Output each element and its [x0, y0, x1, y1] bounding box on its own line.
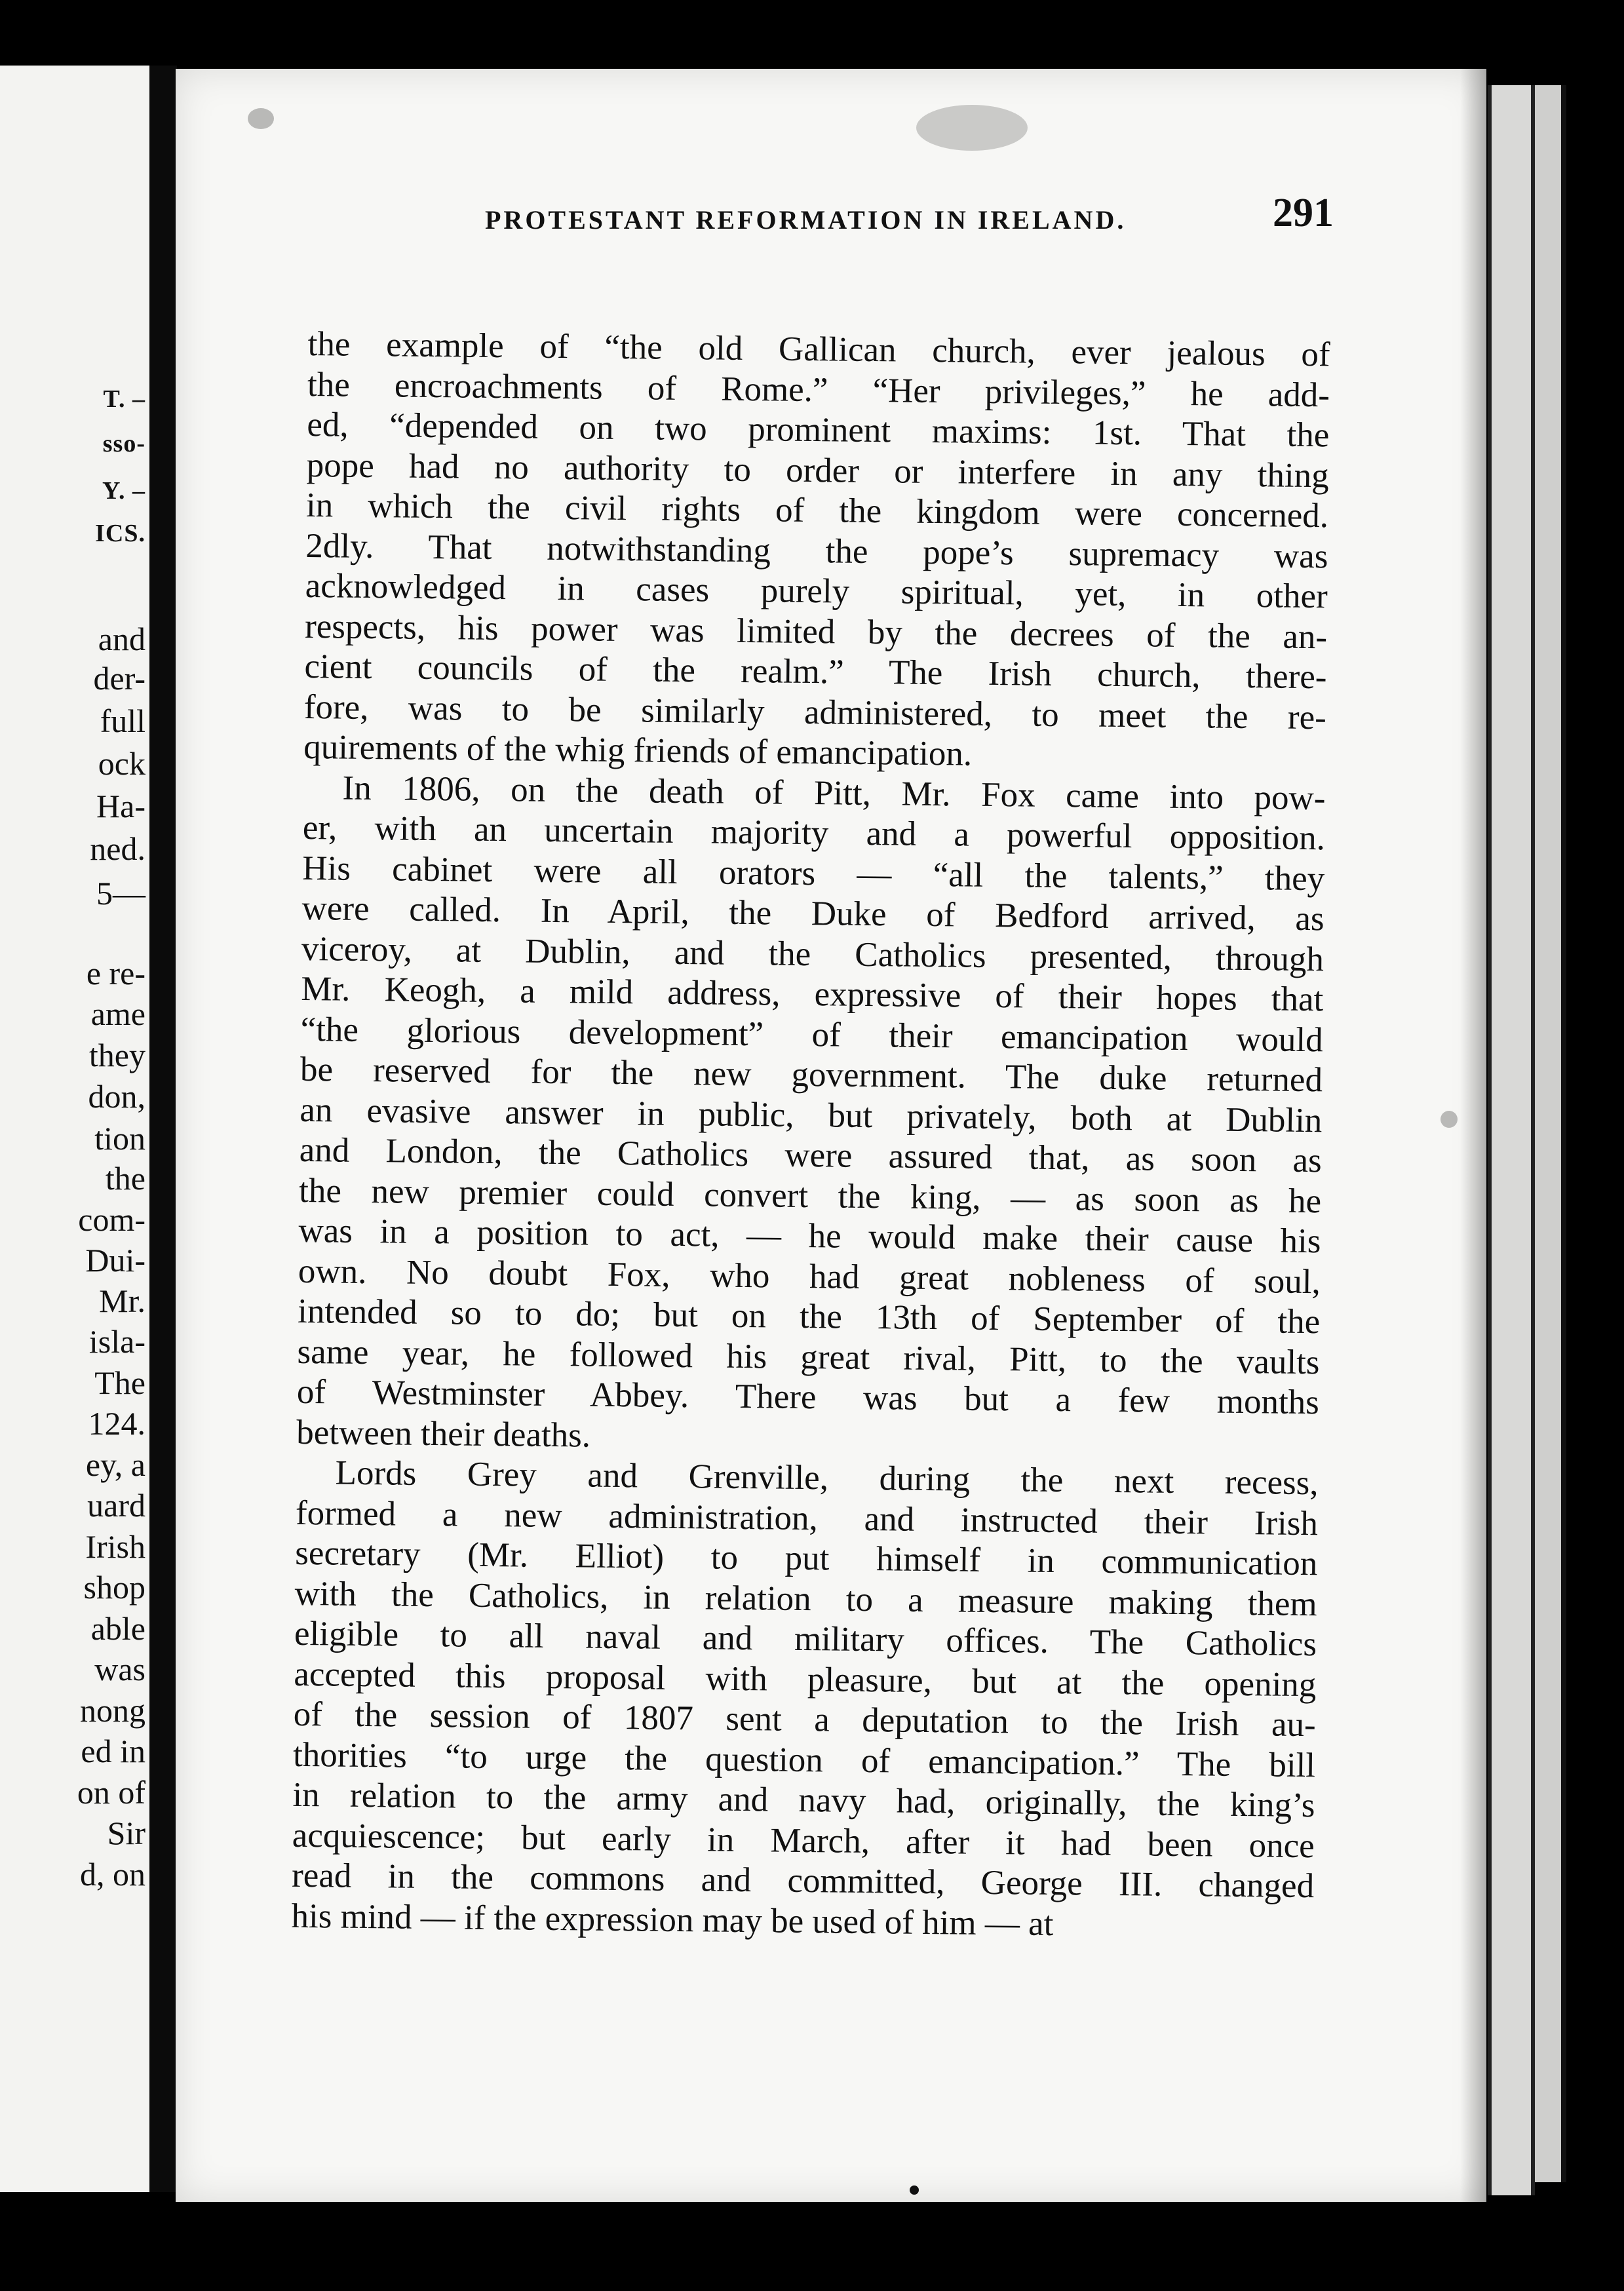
text-line: an evasive answer in public, but privately, both at Dublin [300, 1090, 1323, 1140]
facing-page-fragment: was [94, 1651, 145, 1687]
facing-page-fragment: d, on [80, 1856, 145, 1893]
facing-page-fragment: Dui- [85, 1242, 145, 1279]
text-line: er, with an uncertain majority and a powerful opposition. [302, 808, 1326, 858]
facing-page-fragment: they [88, 1037, 145, 1073]
text-line: Lords Grey and Grenville, during the next recess, [335, 1454, 1319, 1503]
text-line: pope had no authority to order or interfere in any thing [306, 446, 1329, 495]
facing-page-fragment: Irish [85, 1528, 145, 1565]
facing-page-fragment: Ha- [96, 788, 145, 824]
text-line: formed a new administration, and instructed their Irish [295, 1493, 1319, 1543]
facing-page-fragment: ned. [90, 830, 145, 867]
text-line: with the Catholics, in relation to a measure making them [294, 1574, 1317, 1623]
text-line: read in the commons and committed, George III. changed [291, 1856, 1315, 1906]
text-line: same year, he followed his great rival, Pitt, to the vaults [297, 1332, 1320, 1381]
facing-page-fragment: ey, a [85, 1446, 145, 1483]
text-line: the example of “the old Gallican church, ever jealous of [307, 324, 1330, 374]
text-line: 2dly. That notwithstanding the pope’s supremacy was [305, 526, 1328, 575]
text-line: accepted this proposal with pleasure, but at the opening [294, 1655, 1317, 1704]
text-line: acknowledged in cases purely spiritual, yet, in other [305, 566, 1328, 616]
facing-page-fragment: com- [78, 1201, 145, 1238]
text-line: fore, was to be similarly administered, to meet the re- [303, 687, 1327, 737]
text-line: in which the civil rights of the kingdom were concerned. [305, 486, 1329, 535]
text-line: was in a position to act, — he would make their cause his [298, 1211, 1321, 1261]
facing-page-fragment: Y. – [102, 477, 145, 505]
paper-stain [248, 108, 274, 129]
book-cover-edge [1535, 85, 1566, 2182]
body-text [291, 324, 1330, 1947]
text-line: secretary (Mr. Elliot) to put himself in communication [295, 1533, 1318, 1583]
text-line: in relation to the army and navy had, originally, the king’s [292, 1775, 1315, 1825]
facing-page-fragment: 5— [96, 875, 145, 912]
text-line: acquiescence; but early in March, after it had been once [292, 1816, 1315, 1865]
page-edge-shadow [1460, 69, 1486, 2202]
facing-page-text [0, 66, 152, 2192]
text-line: own. No doubt Fox, who had great nobleness of soul, [298, 1252, 1321, 1301]
facing-page-fragment: able [90, 1610, 145, 1647]
facing-page-fragment: the [105, 1160, 145, 1197]
facing-page-fragment: The [94, 1364, 145, 1401]
text-line: of the session of 1807 sent a deputation to the Irish au- [293, 1695, 1317, 1744]
paragraph [296, 767, 1326, 1463]
facing-page-fragment: ICS. [95, 520, 145, 547]
text-line: thorities “to urge the question of emancipation.” The bill [292, 1735, 1316, 1784]
text-line: of Westminster Abbey. There was but a few months [296, 1372, 1320, 1422]
text-line: His cabinet were all orators — “all the talents,” they [302, 849, 1325, 898]
facing-page-fragment: tion [94, 1120, 145, 1157]
facing-page-fragment: on of [77, 1774, 145, 1811]
text-line: respects, his power was limited by the decrees of the an- [304, 607, 1328, 656]
text-line: In 1806, on the death of Pitt, Mr. Fox came into pow- [342, 769, 1326, 817]
text-line: ed, “depended on two prominent maxims: 1st. That the [307, 405, 1330, 455]
paper-stain [1440, 1111, 1458, 1128]
facing-page-fragment: der- [93, 660, 145, 697]
text-line: cient councils of the realm.” The Irish church, there- [304, 647, 1327, 697]
facing-page-fragment: Mr. [99, 1282, 145, 1319]
page-stack-edge [1488, 85, 1535, 2195]
facing-page-fragment: uard [87, 1487, 145, 1524]
facing-page-fragment: Sir [107, 1815, 145, 1851]
text-line: Mr. Keogh, a mild address, expressive of their hopes that [301, 969, 1324, 1019]
facing-page-fragment: don, [88, 1078, 145, 1115]
facing-page-fragment: ame [90, 995, 145, 1032]
facing-page-fragment: nong [80, 1692, 145, 1729]
facing-page-fragment: ock [98, 745, 145, 782]
paper-stain [916, 105, 1028, 151]
text-line: be reserved for the new government. The duke returned [300, 1050, 1323, 1100]
text-line: his mind — if the expression may be used of him — at [291, 1896, 1054, 1943]
facing-page-fragment: isla- [88, 1323, 145, 1360]
facing-page [0, 66, 152, 2192]
paragraph [303, 324, 1330, 779]
facing-page-fragment: 124. [88, 1405, 145, 1442]
text-line: the encroachments of Rome.” “Her privileges,” he add- [307, 365, 1330, 414]
paragraph [291, 1453, 1319, 1947]
paper-speck [910, 2185, 919, 2195]
facing-page-fragment: ed in [81, 1733, 145, 1769]
text-line: the new premier could convert the king, — as soon as he [298, 1171, 1322, 1220]
facing-page-fragment: and [98, 621, 145, 657]
running-title: PROTESTANT REFORMATION IN IRELAND. [485, 205, 1127, 235]
facing-page-fragment: T. – [103, 385, 145, 413]
facing-page-fragment: sso- [102, 430, 145, 457]
running-head [311, 190, 1334, 249]
page-number: 291 [1273, 191, 1334, 235]
text-line: intended so to do; but on the 13th of September of the [297, 1292, 1321, 1341]
text-line: and London, the Catholics were assured that, as soon as [299, 1130, 1323, 1180]
text-line: viceroy, at Dublin, and the Catholics presented, through [301, 929, 1324, 978]
text-line: were called. In April, the Duke of Bedford arrived, as [301, 889, 1324, 938]
facing-page-fragment: shop [83, 1569, 145, 1606]
book-gutter [149, 66, 177, 2192]
text-line: “the glorious development” of their emancipation would [300, 1010, 1323, 1059]
text-line: quirements of the whig friends of emancipation. [303, 727, 973, 773]
text-line: eligible to all naval and military offices. The Catholics [294, 1614, 1317, 1664]
facing-page-fragment: e re- [86, 955, 145, 991]
facing-page-fragment: full [100, 703, 145, 739]
text-line: between their deaths. [296, 1413, 591, 1455]
